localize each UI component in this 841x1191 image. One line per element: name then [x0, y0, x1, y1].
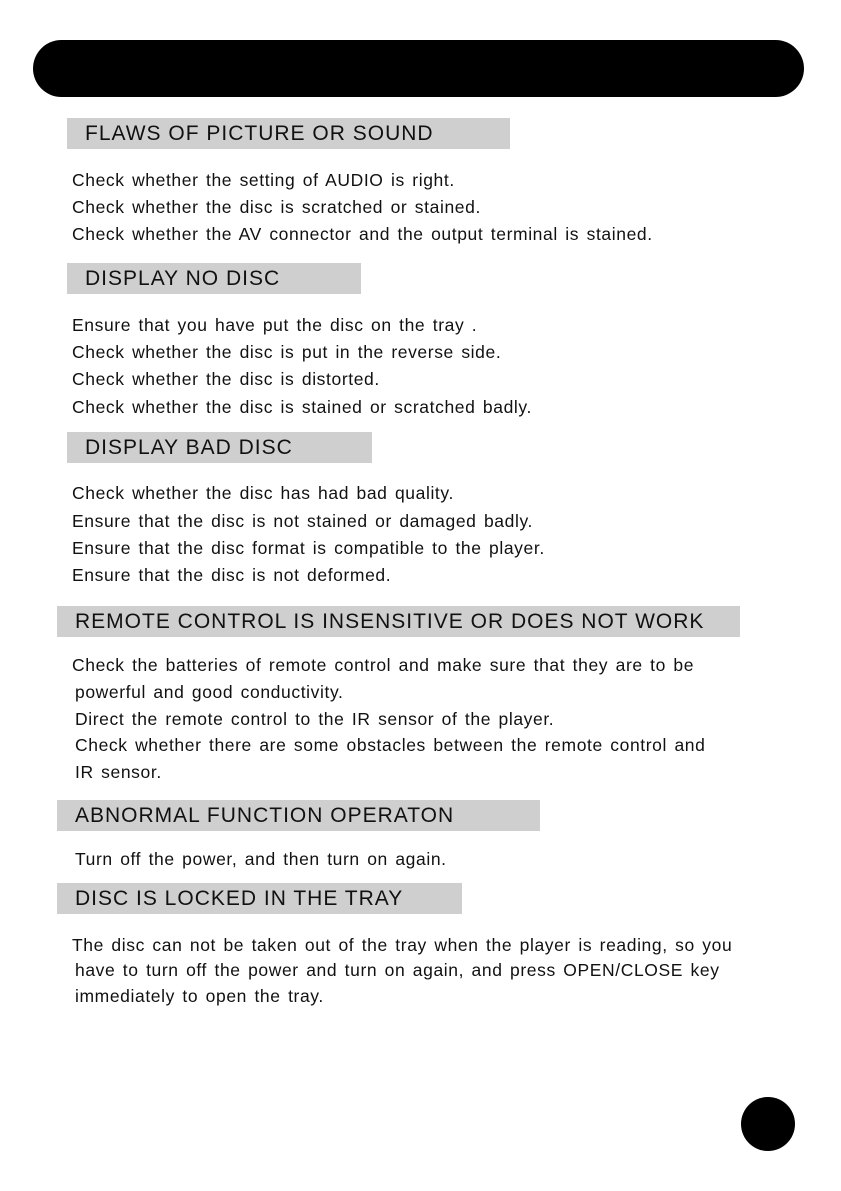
section-line: Check whether the disc is stained or scratched badly. [72, 397, 532, 417]
section-line: Check whether the AV connector and the output terminal is stained. [72, 224, 653, 244]
section-line: Check whether the disc is distorted. [72, 369, 380, 389]
section-line: Ensure that the disc is not deformed. [72, 565, 392, 585]
section-line: Ensure that the disc format is compatible to the player. [72, 538, 545, 558]
section-line: Direct the remote control to the IR sensor of the player. [75, 709, 555, 729]
section-heading-display-no-disc: DISPLAY NO DISC [67, 263, 361, 294]
section-line: Turn off the power, and then turn on again. [75, 849, 447, 869]
section-heading-flaws: FLAWS OF PICTURE OR SOUND [67, 118, 510, 149]
section-line: Check the batteries of remote control and make sure that they are to be [72, 655, 695, 675]
page-number-badge [741, 1097, 795, 1151]
section-line: The disc can not be taken out of the tray when the player is reading, so you [72, 935, 733, 955]
section-heading-display-bad-disc: DISPLAY BAD DISC [67, 432, 372, 463]
header-bar [33, 40, 804, 97]
section-line: immediately to open the tray. [75, 986, 324, 1006]
section-line: Check whether there are some obstacles between the remote control and [75, 735, 706, 755]
section-heading-remote-control: REMOTE CONTROL IS INSENSITIVE OR DOES NOT WORK [57, 606, 740, 637]
section-line: have to turn off the power and turn on again, and press OPEN/CLOSE key [75, 960, 720, 980]
section-line: powerful and good conductivity. [75, 682, 344, 702]
section-heading-abnormal-function: ABNORMAL FUNCTION OPERATON [57, 800, 540, 831]
section-heading-disc-locked: DISC IS LOCKED IN THE TRAY [57, 883, 462, 914]
section-line: Check whether the setting of AUDIO is right. [72, 170, 455, 190]
section-line: Ensure that you have put the disc on the tray . [72, 315, 478, 335]
section-line: Ensure that the disc is not stained or damaged badly. [72, 511, 533, 531]
section-line: Check whether the disc is scratched or stained. [72, 197, 481, 217]
section-line: IR sensor. [75, 762, 162, 782]
section-line: Check whether the disc is put in the reverse side. [72, 342, 502, 362]
section-line: Check whether the disc has had bad quality. [72, 483, 454, 503]
